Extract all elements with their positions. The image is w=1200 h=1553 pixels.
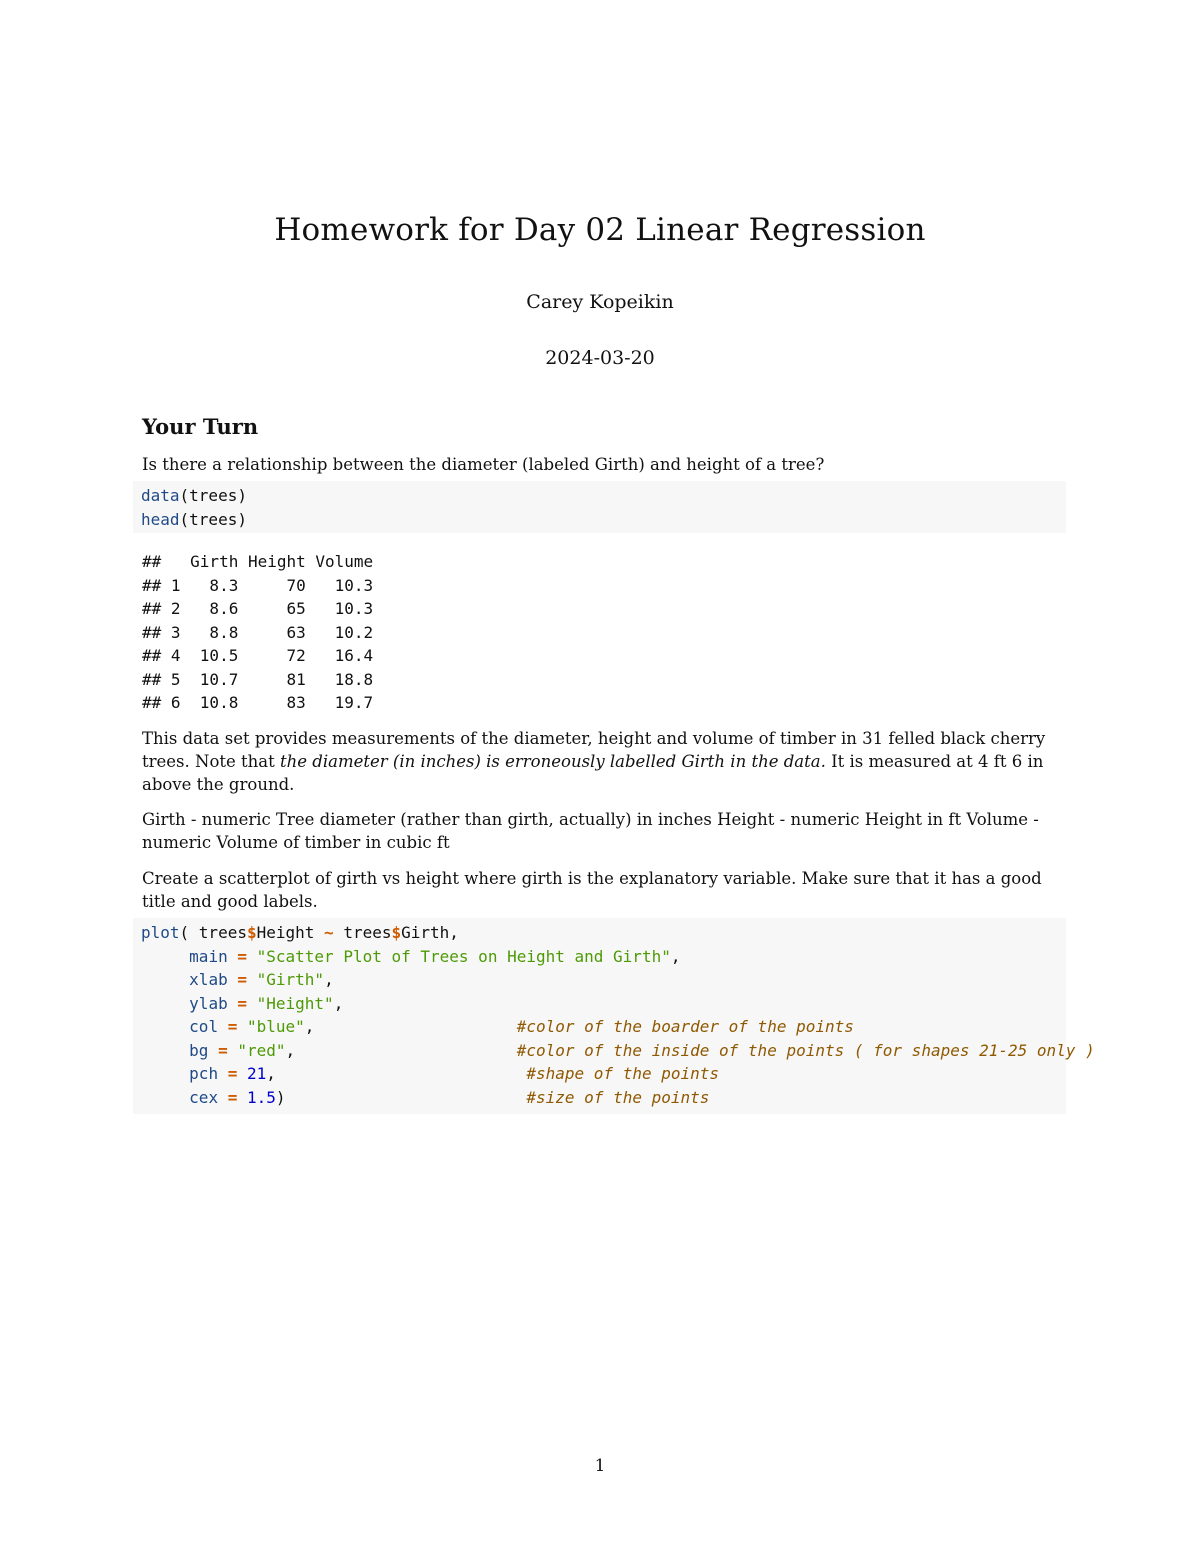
- code-text: ,: [285, 1040, 296, 1060]
- code-op: =: [237, 993, 247, 1013]
- code-string: "Height": [256, 993, 334, 1013]
- code-string: "blue": [247, 1017, 305, 1036]
- document-date: 2024-03-20: [545, 347, 655, 369]
- code-op: =: [237, 946, 247, 966]
- code-fn-plot: plot: [141, 923, 180, 942]
- code-text: ,: [670, 946, 681, 966]
- code-string: "Girth": [256, 970, 325, 989]
- code-text: ,: [266, 1064, 276, 1083]
- code-string: "Scatter Plot of Trees on Height and Girth": [256, 946, 671, 966]
- instructions-paragraph: Create a scatterplot of girth vs height where girth is the explanatory variable. Make sure that it has a good title and good labels.: [142, 869, 1042, 911]
- code-output: [142, 550, 373, 715]
- variables-paragraph: Girth - numeric Tree diameter (rather than girth, actually) in inches Height - numeric Height in ft Volume - numeric Volume of timber in cubic ft: [142, 810, 1039, 852]
- code-comment: #color of the boarder of the points: [516, 1017, 854, 1036]
- code-op: $: [391, 923, 402, 942]
- code-number: 21: [247, 1064, 267, 1083]
- code-text: ,: [333, 993, 344, 1013]
- code-op: =: [218, 1040, 228, 1060]
- code-fn-data: data: [141, 486, 180, 505]
- code-op: =: [227, 1064, 238, 1083]
- output-row: ## 1 8.3 70 10.3: [142, 575, 374, 595]
- output-row: ## 5 10.7 81 18.8: [142, 669, 374, 689]
- output-row: ## 3 8.8 63 10.2: [142, 622, 374, 642]
- plot-code-lines: [141, 921, 1095, 1109]
- code-arg-pch: pch: [189, 1064, 219, 1083]
- code-text: ( trees: [179, 923, 247, 942]
- document-author: Carey Kopeikin: [526, 291, 674, 313]
- code-number: 1.5: [247, 1087, 276, 1107]
- description-text-end: It is measured at 4 ft 6 in above the ground.: [142, 752, 1044, 794]
- code-op: =: [237, 970, 247, 989]
- description-text: This data set provides measurements of the diameter, height and volume of timber in 31 felled black cherry trees. Note that: [142, 729, 1046, 771]
- code-arg: (trees): [179, 509, 247, 529]
- code-text: ,: [304, 1017, 315, 1036]
- code-arg-cex: cex: [189, 1087, 219, 1107]
- code-op: =: [227, 1017, 238, 1036]
- code-text: ): [275, 1087, 286, 1107]
- code-comment: #size of the points: [526, 1087, 710, 1107]
- code-block-plot: [133, 918, 1095, 1114]
- code-block-data: [133, 481, 1066, 533]
- code-op: $: [246, 923, 257, 942]
- code-arg-col: col: [189, 1017, 219, 1036]
- code-text: Girth,: [401, 923, 459, 942]
- code-arg-main: main: [189, 946, 228, 966]
- code-text: Height: [256, 923, 325, 942]
- code-text: trees: [333, 923, 392, 942]
- output-row: ## 6 10.8 83 19.7: [142, 693, 374, 712]
- code-comment: #shape of the points: [526, 1064, 720, 1083]
- code-arg-xlab: xlab: [189, 970, 228, 989]
- code-arg: (trees): [179, 486, 247, 505]
- question-paragraph: Is there a relationship between the diameter (labeled Girth) and height of a tree?: [142, 455, 825, 474]
- output-row: ## 4 10.5 72 16.4: [142, 646, 374, 665]
- section-heading: Your Turn: [142, 414, 259, 439]
- code-comment: #color of the inside of the points ( for shapes 21-25 only ): [516, 1040, 1095, 1060]
- code-op: ~: [324, 923, 334, 942]
- output-row: ## 2 8.6 65 10.3: [142, 599, 374, 618]
- description-emphasis: the diameter (in inches) is erroneously labelled Girth in the data.: [280, 752, 826, 771]
- code-lines: [141, 484, 247, 531]
- document-title: Homework for Day 02 Linear Regression: [274, 212, 926, 248]
- output-header: ## Girth Height Volume: [142, 552, 374, 571]
- page-number: 1: [594, 1456, 606, 1476]
- code-fn-head: head: [141, 509, 180, 529]
- description-paragraph: [142, 727, 1064, 796]
- code-string: "red": [237, 1040, 286, 1060]
- code-op: =: [227, 1087, 238, 1107]
- code-arg-bg: bg: [189, 1040, 209, 1060]
- code-text: ,: [324, 970, 334, 989]
- code-arg-ylab: ylab: [189, 993, 228, 1013]
